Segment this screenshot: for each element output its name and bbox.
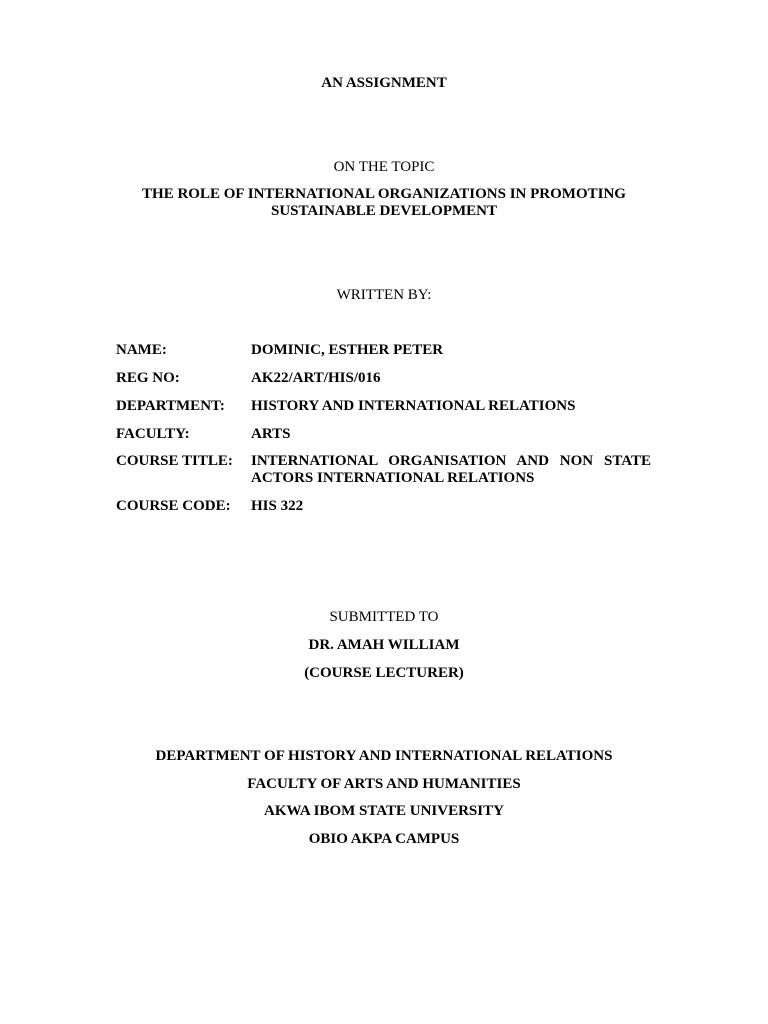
- lecturer-role: (COURSE LECTURER): [304, 665, 464, 681]
- reg-no-value: AK22/ART/HIS/016: [251, 370, 381, 386]
- course-code-value: HIS 322: [251, 498, 304, 514]
- assignment-heading: AN ASSIGNMENT: [321, 75, 447, 91]
- name-value: DOMINIC, ESTHER PETER: [251, 342, 444, 358]
- faculty-value: ARTS: [251, 426, 291, 442]
- topic-title: THE ROLE OF INTERNATIONAL ORGANIZATIONS IN PROMOTING SUSTAINABLE DEVELOPMENT: [142, 186, 626, 219]
- course-title-value: [251, 453, 651, 487]
- course-code-label: COURSE CODE:: [116, 498, 231, 514]
- institution-campus: OBIO AKPA CAMPUS: [308, 831, 460, 847]
- course-title-label: COURSE TITLE:: [116, 453, 233, 469]
- faculty-label: FACULTY:: [116, 426, 190, 442]
- department-value: HISTORY AND INTERNATIONAL RELATIONS: [251, 398, 576, 414]
- lecturer-name: DR. AMAH WILLIAM: [308, 637, 460, 653]
- course-title-line-1: INTERNATIONAL ORGANISATION AND NON STATE: [251, 453, 651, 469]
- institution-department: DEPARTMENT OF HISTORY AND INTERNATIONAL RELATIONS: [155, 748, 613, 764]
- topic-intro: ON THE TOPIC: [333, 159, 435, 175]
- written-by-label: WRITTEN BY:: [336, 287, 432, 303]
- submitted-to-label: SUBMITTED TO: [329, 609, 439, 625]
- reg-no-label: REG NO:: [116, 370, 180, 386]
- department-label: DEPARTMENT:: [116, 398, 225, 414]
- course-title-line-2: ACTORS INTERNATIONAL RELATIONS: [251, 470, 535, 486]
- institution-faculty: FACULTY OF ARTS AND HUMANITIES: [247, 776, 521, 792]
- name-label: NAME:: [116, 342, 167, 358]
- institution-university: AKWA IBOM STATE UNIVERSITY: [264, 803, 504, 819]
